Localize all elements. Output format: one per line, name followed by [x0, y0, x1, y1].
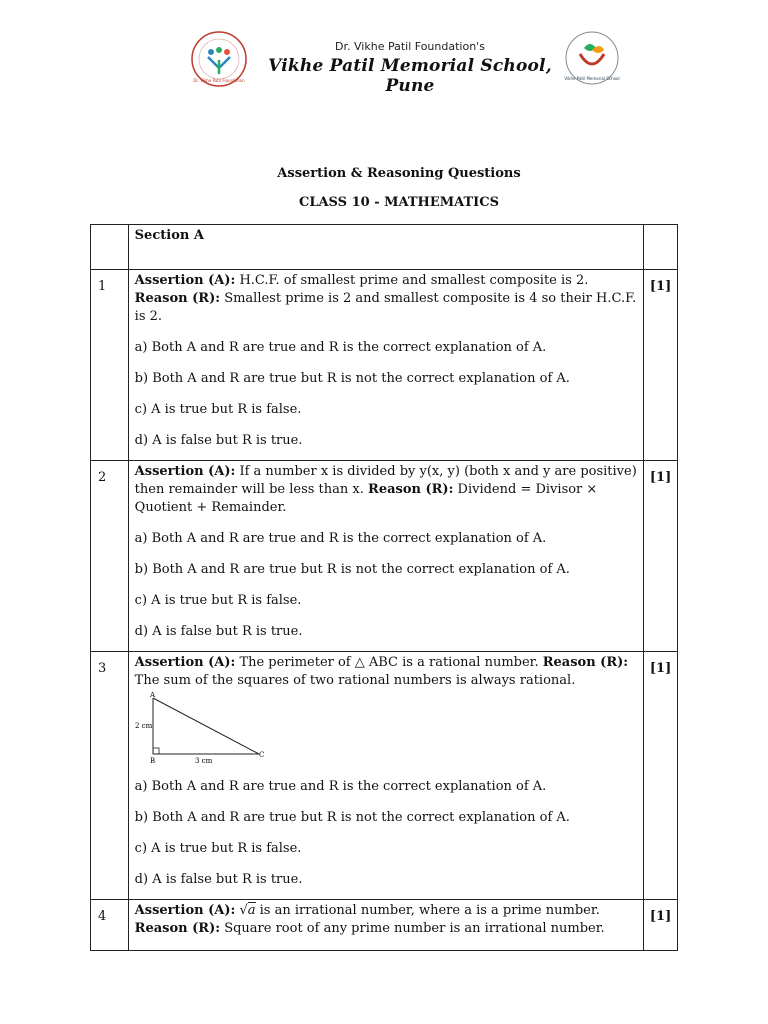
svg-text:Dr. Vikhe Patil Foundation: Dr. Vikhe Patil Foundation [193, 78, 245, 83]
class-subject: CLASS 10 - MATHEMATICS [298, 195, 499, 210]
right-angle-marker [153, 748, 159, 754]
school-header [190, 28, 620, 96]
assertion-label: Assertion (A): [134, 903, 236, 918]
reason-text: The sum of the squares of two rational numbers is always rational. [134, 673, 576, 688]
sqrt-variable: a [247, 903, 256, 918]
questions-table [90, 224, 678, 951]
vertex-b-label: B [149, 757, 155, 765]
question-row [91, 900, 678, 951]
vertex-a-label: A [149, 692, 155, 699]
reason-label: Reason (R): [134, 291, 221, 306]
question-row [91, 652, 678, 900]
question-statement [135, 272, 637, 326]
question-number: 2 [91, 461, 129, 652]
document-title: Assertion & Reasoning Questions [277, 166, 521, 181]
option-c: c) A is true but R is false. [134, 841, 302, 856]
assertion-label: Assertion (A): [134, 655, 236, 670]
assertion-label: Assertion (A): [134, 273, 236, 288]
assertion-text: H.C.F. of smallest prime and smallest composite is 2. [239, 273, 589, 288]
option-b: b) Both A and R are true but R is not the correct explanation of A. [134, 371, 570, 386]
option-b: b) Both A and R are true but R is not the correct explanation of A. [134, 562, 570, 577]
option-d: d) A is false but R is true. [134, 624, 303, 639]
marks: [1] [644, 461, 678, 652]
marks: [1] [644, 270, 678, 461]
school-logo [564, 30, 620, 86]
assertion-text: The perimeter of △ ABC is a rational number. [239, 655, 539, 670]
question-number: 4 [91, 900, 129, 951]
right-triangle-diagram [135, 692, 265, 766]
question-statement [135, 902, 637, 938]
side-bc-length: 3 cm [194, 757, 212, 765]
option-a: a) Both A and R are true and R is the correct explanation of A. [134, 340, 547, 355]
question-statement [135, 463, 637, 517]
option-d: d) A is false but R is true. [134, 433, 303, 448]
option-a: a) Both A and R are true and R is the correct explanation of A. [134, 531, 547, 546]
section-row [91, 225, 678, 270]
question-row [91, 461, 678, 652]
question-number: 1 [91, 270, 129, 461]
section-heading: Section A [128, 225, 643, 270]
reason-label: Reason (R): [134, 921, 221, 936]
vertex-c-label: C [258, 751, 265, 759]
question-statement [135, 654, 637, 690]
option-d: d) A is false but R is true. [134, 872, 303, 887]
option-c: c) A is true but R is false. [134, 593, 302, 608]
school-name: Vikhe Patil Memorial School, Pune [268, 56, 552, 96]
question-row [91, 270, 678, 461]
marks: [1] [644, 652, 678, 900]
assertion-text: If a number x is divided by y(x, y) (both x and y are positive) then remainder will be less than x. [134, 464, 637, 497]
sqrt-symbol: √ [239, 903, 248, 918]
side-ac [153, 698, 259, 754]
assertion-label: Assertion (A): [134, 464, 236, 479]
svg-text:Vikhe Patil Memorial School: Vikhe Patil Memorial School [564, 76, 620, 81]
reason-text: Smallest prime is 2 and smallest composite is 4 so their H.C.F. is 2. [134, 291, 637, 324]
reason-text: Dividend = Divisor × Quotient + Remainder. [134, 482, 598, 515]
side-ab-length: 2 cm [134, 722, 152, 730]
question-number: 3 [91, 652, 129, 900]
reason-label: Reason (R): [368, 482, 454, 497]
option-b: b) Both A and R are true but R is not the correct explanation of A. [134, 810, 570, 825]
option-a: a) Both A and R are true and R is the correct explanation of A. [134, 779, 547, 794]
reason-text: Square root of any prime number is an irrational number. [224, 921, 605, 936]
option-c: c) A is true but R is false. [134, 402, 302, 417]
assertion-text: is an irrational number, where a is a prime number. [259, 903, 600, 918]
triangle-figure [135, 692, 637, 766]
foundation-logo [190, 30, 248, 88]
marks: [1] [644, 900, 678, 951]
foundation-name: Dr. Vikhe Patil Foundation's [335, 40, 485, 53]
reason-label: Reason (R): [542, 655, 629, 670]
